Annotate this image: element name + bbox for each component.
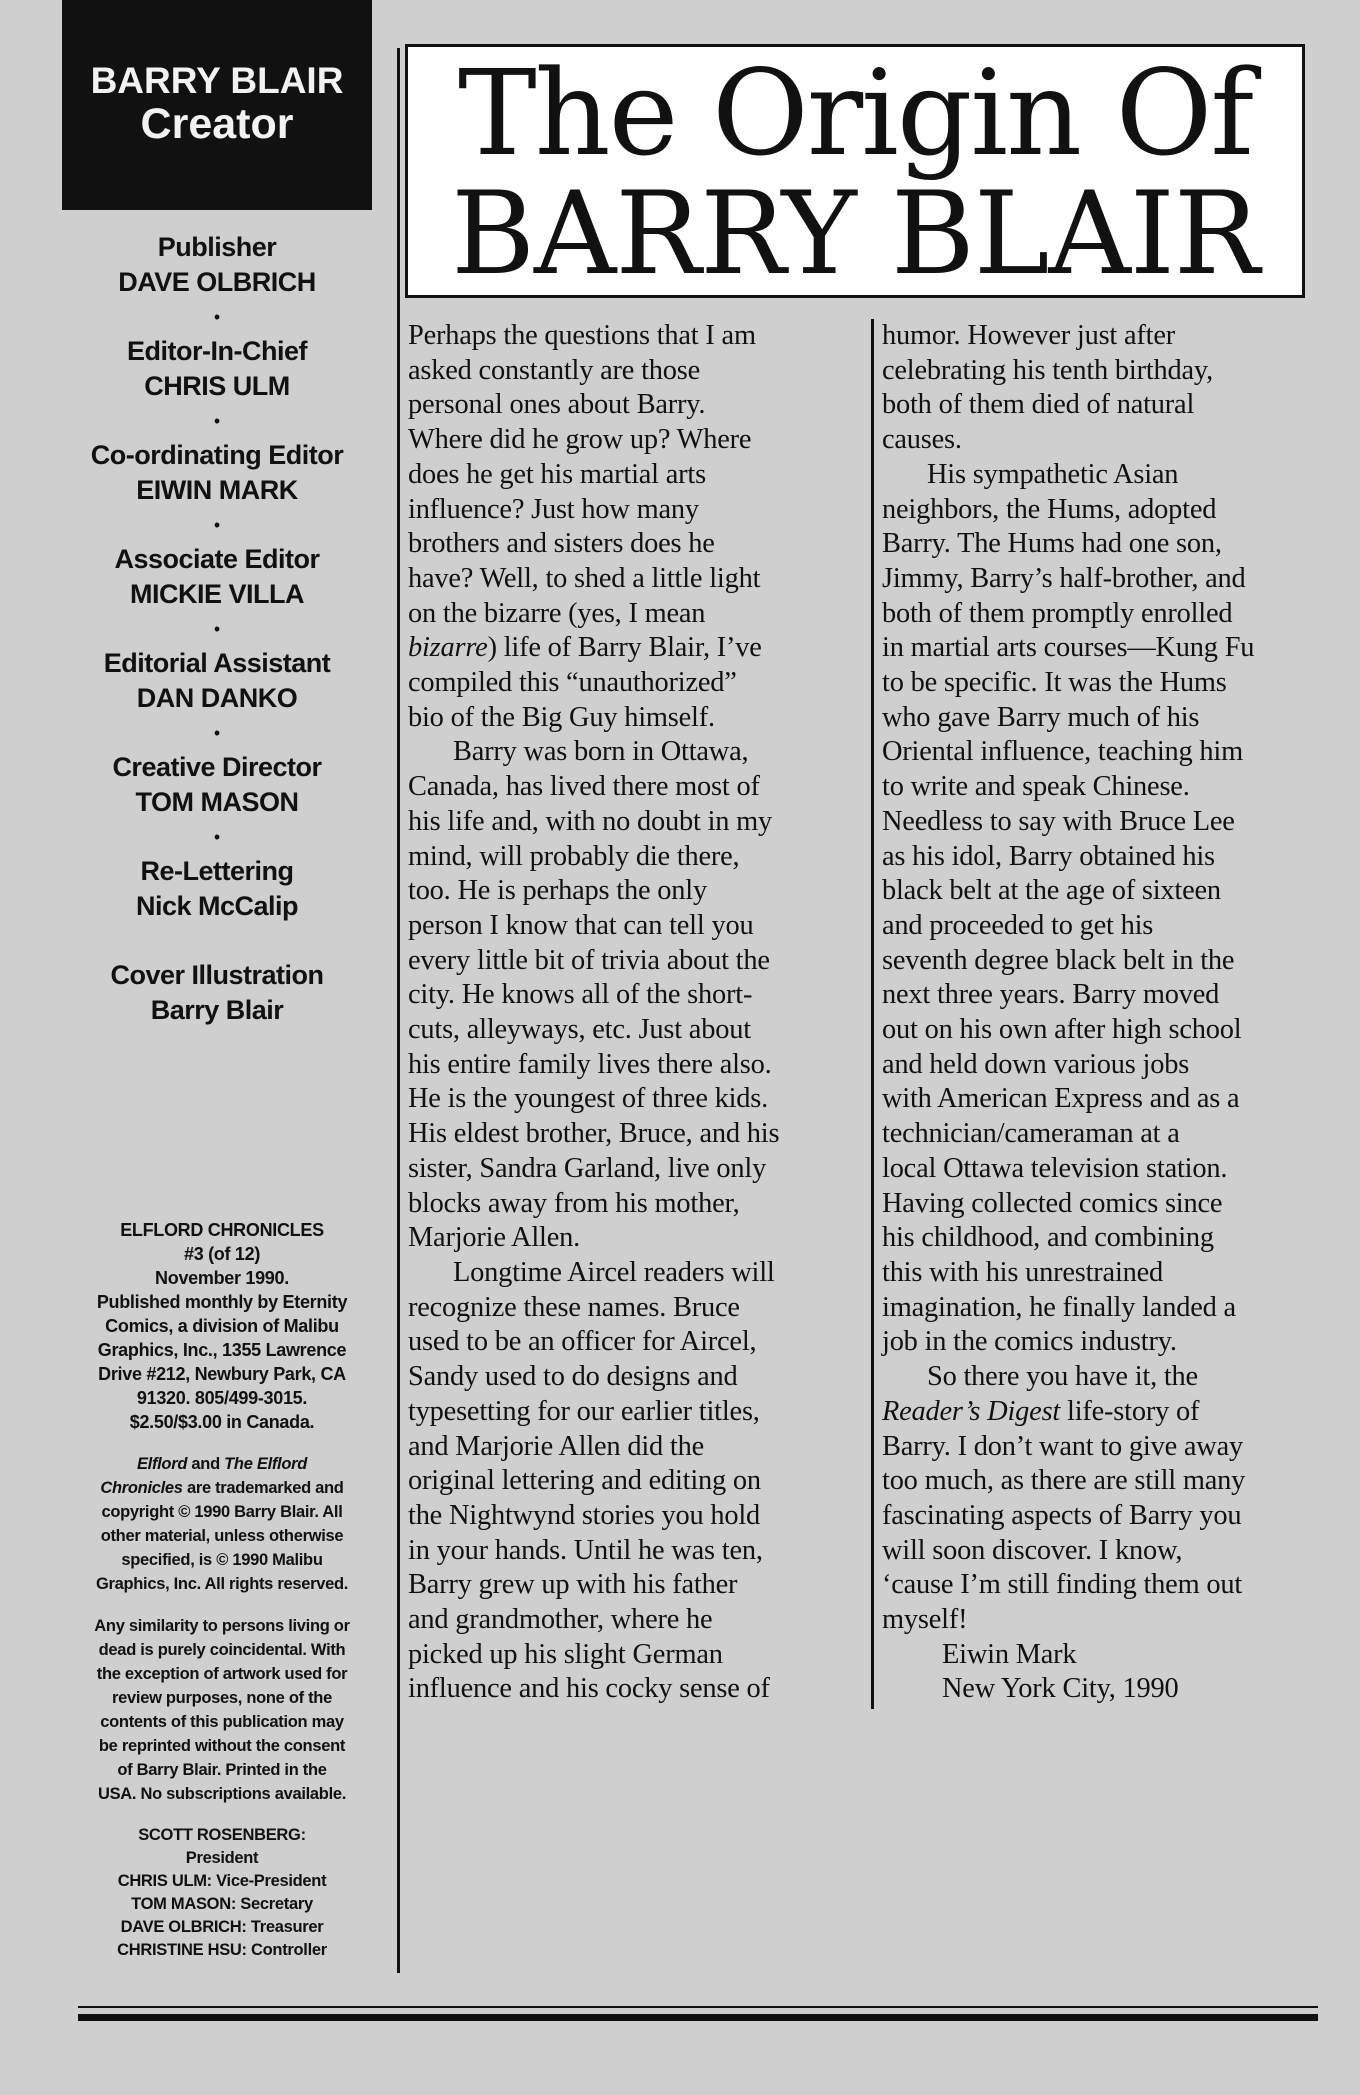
article-line: his entire family lives there also. [408, 1048, 772, 1080]
article-line: his life and, with no doubt in my [408, 805, 773, 837]
footer-rule-thick [78, 2014, 1318, 2021]
indicia-line: November 1990. [155, 1268, 289, 1288]
officer-line: CHRISTINE HSU: Controller [117, 1941, 327, 1959]
article-line: myself! [882, 1604, 968, 1636]
article-italic: bizarre [408, 632, 488, 664]
indicia-line: Comics, a division of Malibu [105, 1316, 339, 1336]
disclaimer-line: contents of this publication may [100, 1713, 344, 1731]
title-line-2: BARRY BLAIR [451, 167, 1259, 300]
article-line [882, 1395, 1332, 1430]
indicia-line: $2.50/$3.00 in Canada. [129, 1412, 315, 1432]
disclaimer-line: be reprinted without the consent [98, 1737, 346, 1755]
bullet-separator: • [213, 619, 221, 639]
staff-name: Barry Blair [150, 995, 284, 1025]
article-line: His eldest brother, Bruce, and his [408, 1118, 780, 1150]
article-line: He is the youngest of three kids. [408, 1083, 769, 1115]
article-line: local Ottawa television station. [882, 1152, 1228, 1184]
article-line: Barry was born in Ottawa, [453, 736, 749, 768]
bullet-separator: • [213, 411, 221, 431]
staff-creative-director [62, 750, 372, 854]
staff-coordinating-editor [62, 438, 372, 542]
article-line: seventh degree black belt in the [882, 944, 1235, 976]
indicia-line: #3 (of 12) [183, 1244, 261, 1264]
article-line [408, 631, 848, 666]
creator-name: BARRY BLAIR [90, 59, 344, 101]
staff-role: Publisher [157, 232, 277, 262]
disclaimer-line: USA. No subscriptions available. [97, 1785, 347, 1803]
officer-line: CHRIS ULM: Vice-President [117, 1872, 327, 1890]
staff-name: DAN DANKO [136, 683, 298, 713]
article-line: So there you have it, the [927, 1361, 1198, 1393]
article-line: will soon discover. I know, [882, 1534, 1183, 1566]
article-line: influence and his cocky sense of [408, 1673, 770, 1705]
article-line: His sympathetic Asian [927, 458, 1179, 490]
article-line: neighbors, the Hums, adopted [882, 493, 1217, 525]
article-line: to be specific. It was the Hums [882, 667, 1227, 699]
trademark-text: Graphics, Inc. All rights reserved. [95, 1575, 349, 1593]
article-line: compiled this “unauthorized” [408, 667, 737, 699]
trademark-text: and [187, 1455, 225, 1473]
article-line: Canada, has lived there most of [408, 771, 760, 803]
article-line: next three years. Barry moved [882, 979, 1220, 1011]
column-divider [871, 319, 874, 1709]
indicia-block [62, 1218, 382, 1962]
article-line: blocks away from his mother, [408, 1187, 740, 1219]
article-line: Jimmy, Barry’s half-brother, and [882, 562, 1246, 594]
bullet-separator: • [213, 307, 221, 327]
article-line: recognize these names. Bruce [408, 1291, 740, 1323]
article-line: and proceeded to get his [882, 909, 1154, 941]
article-line: personal ones about Barry. [408, 389, 706, 421]
article-column-2 [882, 319, 1332, 1707]
article-line: city. He knows all of the short- [408, 979, 753, 1011]
article-line: Barry. The Hums had one son, [882, 528, 1222, 560]
bullet-separator: • [213, 723, 221, 743]
article-line: in martial arts courses—Kung Fu [882, 632, 1255, 664]
article-line: ‘cause I’m still finding them out [882, 1569, 1243, 1601]
officer-line: President [185, 1849, 259, 1867]
bullet-separator: • [213, 515, 221, 535]
article-line: technician/cameraman at a [882, 1118, 1180, 1150]
staff-publisher [62, 230, 372, 334]
article-line: used to be an officer for Aircel, [408, 1326, 757, 1358]
article-line: this with his unrestrained [882, 1256, 1164, 1288]
article-line: in your hands. Until he was ten, [408, 1534, 763, 1566]
article-line: too much, as there are still many [882, 1465, 1246, 1497]
article-line: causes. [882, 424, 962, 456]
staff-name: CHRIS ULM [144, 371, 290, 401]
article-line: Oriental influence, teaching him [882, 736, 1243, 768]
article-line: original lettering and editing on [408, 1465, 761, 1497]
staff-role: Associate Editor [114, 544, 320, 574]
article-line: every little bit of trivia about the [408, 944, 770, 976]
article-text: ) life of Barry Blair, I’ve [487, 632, 762, 664]
article-line: to write and speak Chinese. [882, 771, 1190, 803]
article-line: Perhaps the questions that I am [408, 320, 756, 351]
article-line: Needless to say with Bruce Lee [882, 805, 1235, 837]
officer-line: DAVE OLBRICH: Treasurer [120, 1918, 324, 1936]
trademark-text: copyright © 1990 Barry Blair. All [101, 1503, 343, 1521]
article-line: and Marjorie Allen did the [408, 1430, 704, 1462]
staff-role: Editorial Assistant [103, 648, 331, 678]
article-line: both of them died of natural [882, 389, 1195, 421]
staff-editorial-assistant [62, 646, 372, 750]
officer-line: TOM MASON: Secretary [131, 1895, 313, 1913]
credits-sidebar [62, 0, 372, 1028]
article-line: Barry. I don’t want to give away [882, 1430, 1244, 1462]
indicia-line: Graphics, Inc., 1355 Lawrence [97, 1340, 347, 1360]
article-text: life-story of [1060, 1395, 1200, 1427]
staff-associate-editor [62, 542, 372, 646]
article-title-box [405, 44, 1305, 298]
creator-box [62, 0, 372, 210]
article-line: picked up his slight German [408, 1638, 723, 1670]
trademark-text: specified, is © 1990 Malibu [121, 1551, 323, 1569]
disclaimer-line: review purposes, none of the [112, 1689, 332, 1707]
article-line: his childhood, and combining [882, 1222, 1214, 1254]
article-line: sister, Sandra Garland, live only [408, 1152, 767, 1184]
staff-editor-in-chief [62, 334, 372, 438]
disclaimer-line: of Barry Blair. Printed in the [117, 1761, 327, 1779]
staff-role: Creative Director [112, 752, 322, 782]
indicia-line: ELFLORD CHRONICLES [120, 1220, 324, 1240]
article-line: and held down various jobs [882, 1048, 1190, 1080]
article-line: celebrating his tenth birthday, [882, 354, 1213, 386]
article-line: bio of the Big Guy himself. [408, 701, 715, 733]
article-italic: Reader’s Digest [882, 1395, 1061, 1427]
staff-role: Co-ordinating Editor [90, 440, 344, 470]
article-line: as his idol, Barry obtained his [882, 840, 1215, 872]
bullet-separator: • [213, 827, 221, 847]
disclaimer-notice [62, 1614, 382, 1806]
staff-name: Nick McCalip [135, 891, 299, 921]
article-line: humor. However just after [882, 320, 1176, 351]
article-line: Marjorie Allen. [408, 1222, 581, 1254]
trademark-text: The Elflord [224, 1455, 308, 1473]
footer-rule-thin [78, 2006, 1318, 2008]
publication-indicia [62, 1218, 382, 1434]
article-line: Longtime Aircel readers will [453, 1256, 775, 1288]
article-line: asked constantly are those [408, 354, 701, 386]
staff-cover-illustration [62, 958, 372, 1028]
disclaimer-line: the exception of artwork used for [96, 1665, 348, 1683]
staff-role: Cover Illustration [110, 960, 324, 990]
officer-line: SCOTT ROSENBERG: [138, 1826, 306, 1844]
article-line: out on his own after high school [882, 1014, 1242, 1046]
indicia-line: Drive #212, Newbury Park, CA [98, 1364, 346, 1384]
article-line: person I know that can tell you [408, 909, 754, 941]
creator-label: Creator [140, 99, 294, 148]
trademark-notice [62, 1452, 382, 1596]
article-column-1 [408, 319, 848, 1707]
article-line: influence? Just how many [408, 493, 699, 525]
staff-list [62, 230, 372, 1028]
article-line: have? Well, to shed a little light [408, 562, 761, 594]
staff-name: DAVE OLBRICH [118, 267, 316, 297]
article-line: the Nightwynd stories you hold [408, 1499, 761, 1531]
article-line: too. He is perhaps the only [408, 875, 707, 907]
article-line: brothers and sisters does he [408, 528, 715, 560]
trademark-text: are trademarked and [182, 1479, 344, 1497]
indicia-line: 91320. 805/499-3015. [136, 1388, 308, 1408]
staff-relettering [62, 854, 372, 958]
signature-name: Eiwin Mark [942, 1638, 1077, 1670]
article-line: job in the comics industry. [882, 1326, 1177, 1358]
officers-list [62, 1824, 382, 1962]
trademark-text: Elflord [136, 1455, 188, 1473]
article-line: imagination, he finally landed a [882, 1291, 1236, 1323]
article-line: typesetting for our earlier titles, [408, 1395, 760, 1427]
article-line: cuts, alleyways, etc. Just about [408, 1014, 751, 1046]
article-line: black belt at the age of sixteen [882, 875, 1221, 907]
trademark-text: other material, unless otherwise [100, 1527, 344, 1545]
article-line: fascinating aspects of Barry you [882, 1499, 1242, 1531]
staff-name: MICKIE VILLA [130, 579, 304, 609]
article-line: Where did he grow up? Where [408, 424, 752, 456]
article-line: both of them promptly enrolled [882, 597, 1233, 629]
article-line: does he get his martial arts [408, 458, 706, 490]
disclaimer-line: Any similarity to persons living or [94, 1617, 350, 1635]
indicia-line: Published monthly by Eternity [96, 1292, 348, 1312]
staff-name: EIWIN MARK [136, 475, 298, 505]
article-line: on the bizarre (yes, I mean [408, 597, 706, 629]
trademark-text: Chronicles [100, 1479, 183, 1497]
article-line: Barry grew up with his father [408, 1569, 738, 1601]
article-line: Having collected comics since [882, 1187, 1223, 1219]
signature-place: New York City, 1990 [942, 1673, 1179, 1705]
staff-role: Re-Lettering [140, 856, 294, 886]
article-line: mind, will probably die there, [408, 840, 740, 872]
staff-name: TOM MASON [135, 787, 299, 817]
disclaimer-line: dead is purely coincidental. With [98, 1641, 346, 1659]
sidebar-divider [397, 48, 400, 1973]
article-line: Sandy used to do designs and [408, 1361, 738, 1393]
staff-role: Editor-In-Chief [127, 336, 307, 366]
title-line-1: The Origin Of [457, 44, 1253, 182]
article-line: with American Express and as a [882, 1083, 1240, 1115]
article-line: and grandmother, where he [408, 1604, 713, 1636]
article-line: who gave Barry much of his [882, 701, 1200, 733]
